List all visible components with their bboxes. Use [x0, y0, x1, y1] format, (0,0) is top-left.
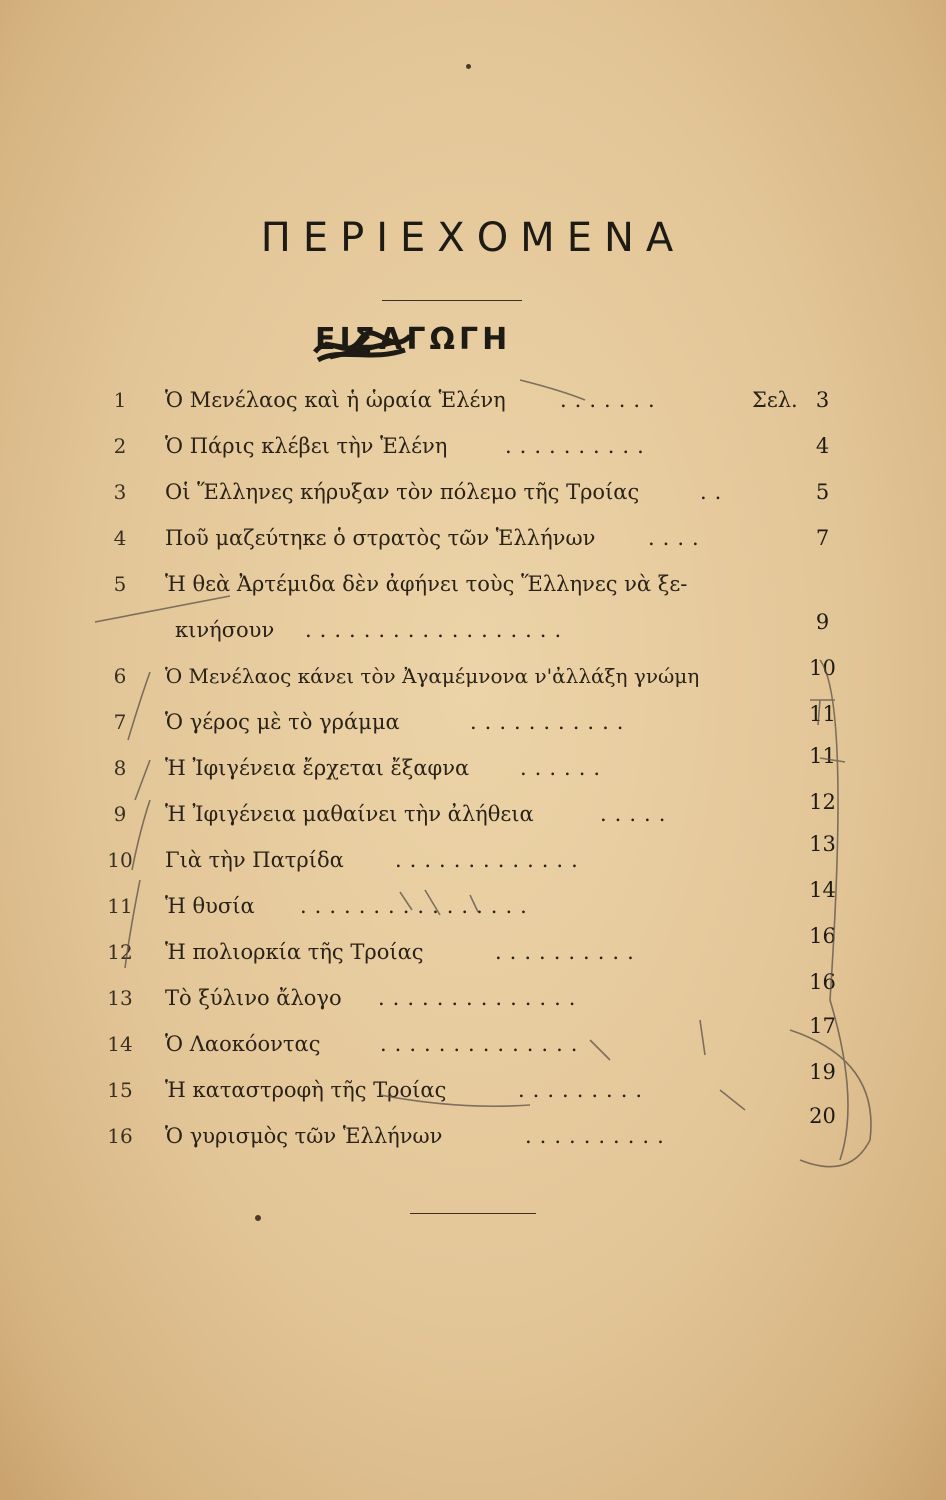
entry-title: Τὸ ξύλινο ἄλογο — [165, 986, 342, 1010]
entry-number: 9 — [113, 802, 127, 826]
entry-title: Ὁ γυρισμὸς τῶν Ἑλλήνων — [165, 1124, 443, 1148]
entry-title: Οἱ Ἕλληνες κήρυξαν τὸν πόλεμο τῆς Τροίας — [165, 480, 640, 504]
entry-page: 14 — [809, 878, 836, 902]
entry-number: 14 — [107, 1032, 133, 1056]
toc-entry — [0, 388, 946, 432]
entry-number: 6 — [113, 664, 127, 688]
dot-leader: .............. — [378, 986, 584, 1010]
entry-number: 16 — [107, 1124, 133, 1148]
entry-number: 11 — [107, 894, 133, 918]
dot-leader: ...... — [520, 756, 609, 780]
entry-page: 19 — [809, 1060, 836, 1084]
page-title: ΠΕΡΙΕΧΟΜΕΝΑ — [260, 215, 686, 261]
dot-leader: .......... — [495, 940, 642, 964]
toc-entry — [0, 1104, 946, 1168]
entry-number: 10 — [107, 848, 133, 872]
entry-number: 13 — [107, 986, 133, 1010]
entry-page: 16 — [809, 924, 836, 948]
entry-page: 17 — [809, 1014, 836, 1038]
ink-fleck — [255, 1215, 261, 1221]
entry-page: 7 — [815, 526, 830, 550]
entry-title: Ὁ Μενέλαος κάνει τὸν Ἀγαμέμνονα ν'ἀλλάξη γνώμη — [165, 664, 700, 688]
entry-title: Ἡ πολιορκία τῆς Τροίας — [165, 940, 424, 964]
end-divider — [410, 1213, 536, 1214]
entry-page: 5 — [815, 480, 830, 504]
entry-number: 8 — [113, 756, 127, 780]
entry-title: Γιὰ τὴν Πατρίδα — [165, 848, 344, 872]
dot-leader: ......... — [518, 1078, 651, 1102]
dot-leader: ....... — [560, 388, 663, 412]
entry-title-continuation: κινήσουν — [175, 618, 275, 642]
entry-number: 15 — [107, 1078, 133, 1102]
entry-number: 4 — [113, 526, 127, 550]
entry-title: Ὁ Λαοκόοντας — [165, 1032, 321, 1056]
entry-page: 20 — [809, 1104, 836, 1128]
toc-entry — [0, 526, 946, 570]
entry-number: 12 — [107, 940, 133, 964]
entry-title: Ὁ Πάρις κλέβει τὴν Ἑλένη — [165, 434, 448, 458]
entry-page: 10 — [809, 656, 836, 680]
dot-leader: .............. — [380, 1032, 586, 1056]
page-label: Σελ. — [752, 388, 798, 412]
toc-entry — [0, 434, 946, 478]
dot-leader: .. — [700, 480, 730, 504]
entry-title: Ποῦ μαζεύτηκε ὁ στρατὸς τῶν Ἑλλήνων — [165, 526, 596, 550]
section-heading: ΕΙΣΑΓΩΓΗ — [315, 322, 512, 357]
entry-page: 9 — [815, 610, 830, 634]
entry-number: 1 — [113, 388, 127, 412]
entry-page: 13 — [809, 832, 836, 856]
entry-title: Ἡ Ἰφιγένεια μαθαίνει τὴν ἀλήθεια — [165, 802, 534, 826]
entry-title: Ἡ θεὰ Ἀρτέμιδα δὲν ἀφήνει τοὺς Ἕλληνες νὰ ξε- — [165, 572, 688, 596]
dot-leader: ........... — [470, 710, 632, 734]
entry-page: 16 — [809, 970, 836, 994]
dot-leader: .... — [648, 526, 707, 550]
entry-title: Ἡ θυσία — [165, 894, 255, 918]
dot-leader: .......... — [505, 434, 652, 458]
entry-number: 5 — [113, 572, 127, 596]
entry-page: 11 — [809, 702, 836, 726]
entry-page: 3 — [815, 388, 830, 412]
ink-fleck — [466, 64, 471, 69]
entry-title: Ἡ Ἰφιγένεια ἔρχεται ἔξαφνα — [165, 756, 470, 780]
dot-leader: .......... — [525, 1124, 672, 1148]
dot-leader: ............. — [395, 848, 586, 872]
entry-title: Ὁ Μενέλαος καὶ ἡ ὡραία Ἑλένη — [165, 388, 506, 412]
entry-page: 4 — [815, 434, 830, 458]
entry-title: Ἡ καταστροφὴ τῆς Τροίας — [165, 1078, 447, 1102]
toc-entry — [0, 480, 946, 524]
entry-title: Ὁ γέρος μὲ τὸ γράμμα — [165, 710, 400, 734]
dot-leader: .................. — [305, 618, 570, 642]
entry-number: 3 — [113, 480, 127, 504]
entry-page: 12 — [809, 790, 836, 814]
entry-number: 2 — [113, 434, 127, 458]
entry-page: 11 — [809, 744, 836, 768]
title-divider — [382, 300, 522, 301]
dot-leader: ................ — [300, 894, 535, 918]
entry-number: 7 — [113, 710, 127, 734]
dot-leader: ..... — [600, 802, 674, 826]
